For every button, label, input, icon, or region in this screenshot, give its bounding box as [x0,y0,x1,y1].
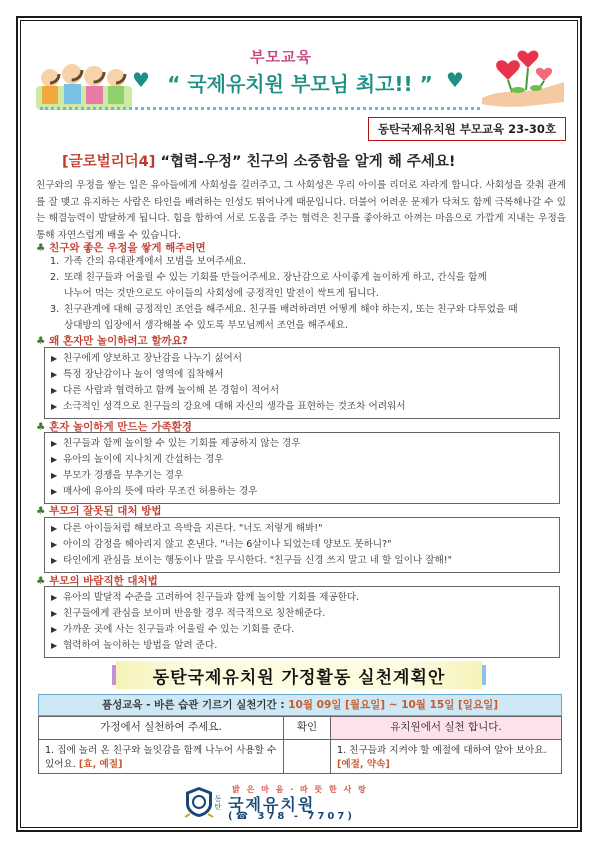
triangle-bullet-icon: ▶ [51,487,58,496]
footer-phone: (☎ 378 - 7707) [228,811,355,822]
heart-icon: ♥ [446,68,464,92]
section-heading [36,333,188,348]
list-item: ▶ 부모가 경쟁을 부추기는 경우 [51,468,553,484]
tips-list [50,254,560,334]
triangle-bullet-icon: ▶ [51,386,58,395]
triangle-bullet-icon: ▶ [51,556,58,565]
section-title: 부모의 바람직한 대처법 [49,575,158,587]
club-icon: ♣ [36,575,46,587]
triangle-bullet-icon: ▶ [51,641,58,650]
section-title: 왜 혼자만 놀이하려고 할까요? [49,335,188,347]
reasons-box [44,347,560,419]
page-title [62,150,456,171]
home-column-header: 가정에서 실천하여 주세요. [39,717,284,740]
triangle-bullet-icon: ▶ [51,540,58,549]
list-item: ▶ 소극적인 성격으로 친구들의 강요에 대해 자신의 생각을 표현하는 것조차 어려워서 [51,399,553,415]
desirable-response-box [44,586,560,658]
triangle-bullet-icon: ▶ [51,455,58,464]
section-title: 친구와 좋은 우정을 쌓게 해주려면 [49,242,206,254]
plan-banner [116,661,482,689]
triangle-bullet-icon: ▶ [51,593,58,602]
title-text: “협력-우정” 친구의 소중함을 알게 해 주세요! [160,154,456,170]
section-title: 부모의 잘못된 대처 방법 [49,505,162,517]
intro-paragraph: 친구와의 우정을 쌓는 일은 유아들에게 사회성을 길러주고, 그 사회성은 우리 아이를 리더로 자라게 합니다. 사회성을 갖춰 관계를 잘 맺고 유지하는 사람은 타인을 배려하는 인성도 뛰어나게 때문입니다. 더불어 어려운 문제가 닥쳐도 함께 극복해나갈 수 있는 해결능력이 발달하게 됩니다. 힘을 합하여 서로 도움을 주는 협력은 친구를 좋아하고 아껴는 마음으로 가깝게 지내는 우정을 통해 자연스럽게 배울 수 있습니다. [36,180,566,241]
list-item: ▶ 가까운 곳에 사는 친구들과 어울릴 수 있는 기회를 준다. [51,622,553,638]
wrong-response-box [44,517,560,573]
home-plan-cell: 1. 집에 놀러 온 친구와 놀잇감을 함께 나누어 사용할 수 있어요. [효, 예절] [39,740,284,774]
list-item: ▶ 매사에 유아의 뜻에 따라 무조건 허용하는 경우 [51,484,553,500]
list-item: ▶ 아이의 감정을 헤아리지 않고 혼낸다. "너는 6살이나 되었는데 양보도 못하니?" [51,537,553,553]
triangle-bullet-icon: ▶ [51,354,58,363]
plan-table [38,716,562,774]
home-plan-tag: [효, 예절] [78,759,123,770]
check-cell[interactable] [284,740,331,774]
header-title: “ 국제유치원 부모님 최고!! ” [167,72,433,96]
club-icon: ♣ [36,335,46,347]
list-item: ▶ 특정 장난감이나 놀이 영역에 집착해서 [51,367,553,383]
kinder-plan-cell: 1. 친구들과 지켜야 할 예절에 대하여 알아 보아요. [예절, 약속] [331,740,562,774]
list-item: ▶ 협력하여 놀이하는 방법을 알려 준다. [51,638,553,654]
club-icon: ♣ [36,421,46,433]
period-dates: 10월 09일 [월요일] ~ 10월 15일 [일요일] [288,699,499,711]
kinder-plan-tag: [예절, 약속] [337,759,390,770]
section-heading [36,503,161,518]
list-item: 2. 또래 친구들과 어울릴 수 있는 기회를 만들어주세요. 장난감으로 사이좋게 놀이하게 하고, 간식을 함께 [50,272,487,283]
club-icon: ♣ [36,242,46,254]
practice-period-bar [38,694,562,716]
list-item: 1. 가족 간의 유대관계에서 모범을 보여주세요. [50,256,247,267]
check-column-header: 확인 [284,717,331,740]
list-item: ▶ 다른 아이들처럼 해보라고 윽박을 지른다. "너도 저렇게 해봐!" [51,521,553,537]
triangle-bullet-icon: ▶ [51,471,58,480]
triangle-bullet-icon: ▶ [51,402,58,411]
title-lead: [글로벌리더4] [62,154,156,170]
banner-accent [482,665,486,685]
triangle-bullet-icon: ▶ [51,609,58,618]
family-env-box [44,432,560,504]
heart-icon: ♥ [132,68,150,92]
club-icon: ♣ [36,505,46,517]
plan-banner-title: 동탄국제유치원 가정활동 실천계획안 [152,668,446,688]
list-item: ▶ 유아의 놀이에 지나치게 간섭하는 경우 [51,452,553,468]
list-item: ▶ 친구에게 양보하고 장난감을 나누기 싫어서 [51,351,553,367]
period-label: 품성교육 - 바른 습관 기르기 실천기간 : [101,699,289,711]
list-item: 나누어 먹는 것만으로도 아이들의 사회성에 긍정적인 발전이 싹트게 됩니다. [64,288,379,299]
triangle-bullet-icon: ▶ [51,524,58,533]
triangle-bullet-icon: ▶ [51,439,58,448]
section-heading [36,240,206,255]
footer-slogan: 밝 은 마 음 · 따 뜻 한 사 랑 [232,785,368,794]
kinder-column-header: 유치원에서 실천 합니다. [331,717,562,740]
list-item: 3. 친구관계에 대해 긍정적인 조언을 해주세요. 친구를 배려하려면 어떻게 해야 하는지, 또는 친구와 다투었을 때 [50,304,518,315]
issue-number: 동탄국제유치원 부모교육 23-30호 [368,117,566,141]
footer-kindergarten-name: 국제유치원 [228,795,316,814]
triangle-bullet-icon: ▶ [51,370,58,379]
list-item: ▶ 친구들에게 관심을 보이며 반응할 경우 적극적으로 칭찬해준다. [51,606,553,622]
list-item: ▶ 유아의 발달적 수준을 고려하여 친구들과 함께 놀이할 기회를 제공한다. [51,590,553,606]
hands-holding-hearts-icon [478,40,568,110]
list-item: ▶ 다른 사람과 협력하고 함께 놀이해 본 경험이 적어서 [51,383,553,399]
children-illustration [34,52,134,112]
footer-location: 동탄 [214,795,222,811]
list-item: 상대방의 입장에서 생각해볼 수 있도록 부모님께서 조언을 해주세요. [64,320,348,331]
triangle-bullet-icon: ▶ [51,625,58,634]
list-item: ▶ 타인에게 관심을 보이는 행동이나 말을 무시한다. "친구들 신경 쓰지 말고 네 할 일이나 잘해!" [51,553,553,569]
header-label: 부모교육 [250,48,312,66]
section-title: 혼자 놀이하게 만드는 가족환경 [49,421,192,433]
list-item: ▶ 친구들과 함께 놀이할 수 있는 기회를 제공하지 않는 경우 [51,436,553,452]
header-dotted-rule [40,107,480,110]
